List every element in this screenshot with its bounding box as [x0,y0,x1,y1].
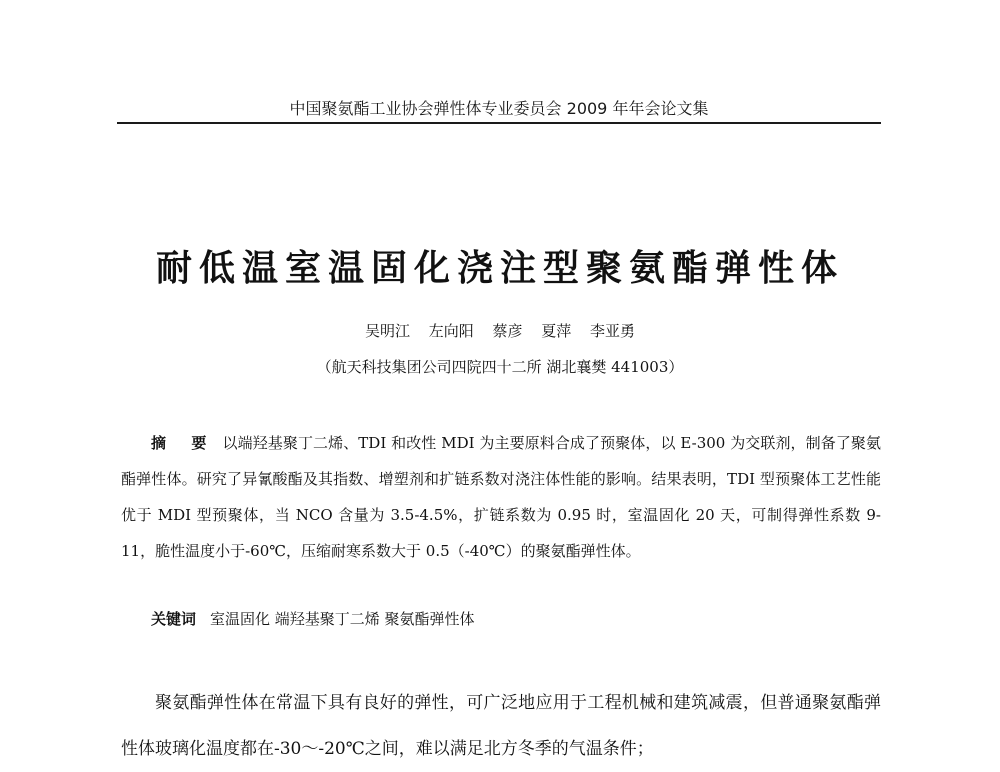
paper-title: 耐低温室温固化浇注型聚氨酯弹性体 [155,247,844,289]
abstract-label: 摘 要 [151,434,217,452]
body-paragraph: 聚氨酯弹性体在常温下具有良好的弹性，可广泛地应用于工程机械和建筑减震，但普通聚氨酯弹性体玻璃化温度都在-30～-20℃之间，难以满足北方冬季的气温条件； [121,693,881,759]
header-rule [117,122,881,124]
keywords [151,607,881,631]
abstract-text: 以端羟基聚丁二烯、TDI 和改性 MDI 为主要原料合成了预聚体，以 E-300 为交联剂，制备了聚氨酯弹性体。研究了异氰酸酯及其指数、增塑剂和扩链系数对浇注体性能的影响。结果表明，TDI 型预聚体工艺性能优于 MDI 型预聚体，当 NCO 含量为 3.5-4.5%，扩链系数为 0.95 时，室温固化 20 天，可制得弹性系数 9-11，脆性温度小于-60℃，压缩耐寒系数大于 0.5（-40℃）的聚氨酯弹性体。 [121,434,881,560]
author-list: 吴明江 左向阳 蔡彦 夏萍 李亚勇 [364,322,636,340]
running-header: 中国聚氨酯工业协会弹性体专业委员会 2009 年年会论文集 [289,99,709,118]
abstract [121,425,881,569]
keywords-label: 关键词 [151,610,197,628]
author-affiliation: （航天科技集团公司四院四十二所 湖北襄樊 441003） [316,358,684,376]
keywords-text: 室温固化 端羟基聚丁二烯 聚氨酯弹性体 [210,610,475,628]
